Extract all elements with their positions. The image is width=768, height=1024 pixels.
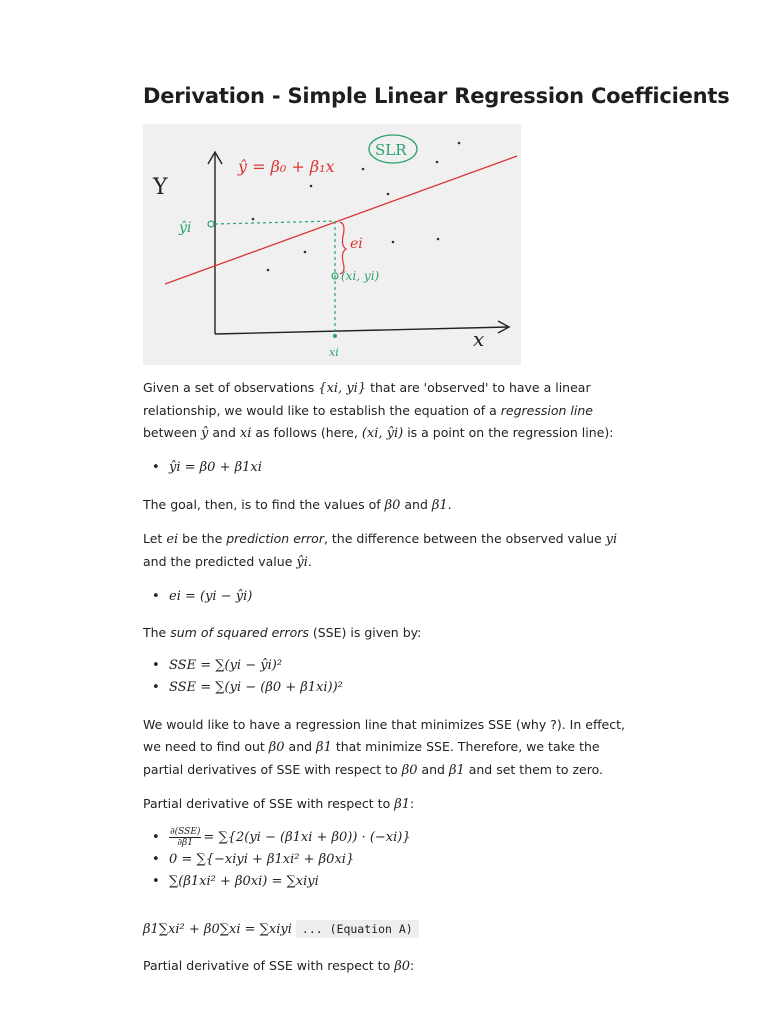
xi-point	[333, 334, 337, 338]
data-point	[252, 218, 255, 221]
slr-sketch	[143, 124, 521, 365]
equation-sse-1: • SSE = ∑(yi − ŷi)²	[143, 655, 343, 677]
derivative-fraction: • $\frac{\text{∂(SSE)}}{\partial\beta 1}$	[170, 827, 201, 848]
yi-label: ŷi	[179, 220, 192, 236]
data-point	[267, 269, 270, 272]
regression-line	[165, 156, 517, 284]
equation-yhat: • ŷi = β0 + β1xi	[143, 457, 262, 479]
equation-list-1	[143, 457, 262, 479]
data-point	[304, 251, 307, 254]
equation-partial-beta1: • $\frac{\text{∂(SSE)}}{\partial\beta 1}$ = ∑{2(yi − (β1xi + β0)) · (−xi)}	[143, 827, 411, 849]
equation-a-code: ... (Equation A)	[296, 920, 419, 938]
data-point	[387, 193, 390, 196]
equation-zero: • 0 = ∑{−xiyi + β1xi² + β0xi}	[143, 849, 411, 871]
partial-beta1-paragraph: Partial derivative of SSE with respect to β1:	[143, 796, 415, 812]
equation-list-3	[143, 655, 343, 699]
point-label: (xi, yi)	[341, 269, 380, 283]
minimize-paragraph: We would like to have a regression line that minimizes SSE (why ?). In effect, we need to find out β0 and β1 that minimize SSE. Therefore, we take the partial derivatives of SSE with respect to β0 and β1 and set them to zero.	[143, 717, 625, 778]
yi-point	[208, 221, 214, 227]
goal-paragraph: The goal, then, is to find the values of β0 and β1.	[143, 497, 452, 513]
equation-list-2	[143, 586, 252, 608]
equation-error: • ei = (yi − ŷi)	[143, 586, 252, 608]
data-point	[362, 168, 365, 171]
x-axis-line	[215, 327, 508, 334]
data-point	[437, 238, 440, 241]
data-point	[310, 185, 313, 188]
equation-list-4	[143, 827, 411, 893]
error-brace	[340, 222, 346, 274]
equation-a-line: β1∑xi² + β0∑xi = ∑xiyi ... (Equation A)	[143, 918, 643, 941]
y-axis-label: Y	[153, 175, 168, 200]
equation-sse-2: • SSE = ∑(yi − (β0 + β1xi))²	[143, 677, 343, 699]
equation-label: ŷ = β₀ + β₁x	[238, 157, 335, 176]
page-title: Derivation - Simple Linear Regression Coefficients	[143, 84, 730, 108]
error-paragraph: Let ei be the prediction error, the difference between the observed value yi and the predicted value ŷi.	[143, 531, 618, 570]
data-point	[392, 241, 395, 244]
partial-beta0-paragraph: Partial derivative of SSE with respect to β0:	[143, 958, 415, 974]
yi-guide	[215, 221, 335, 224]
sse-paragraph: The sum of squared errors (SSE) is given by:	[143, 625, 422, 640]
slr-diagram	[143, 124, 521, 365]
equation-sum: • ∑(β1xi² + β0xi) = ∑xiyi	[143, 871, 411, 893]
data-point	[436, 161, 439, 164]
slr-label: SLR	[375, 141, 407, 159]
xi-label: xi	[329, 346, 339, 359]
ei-label: ei	[350, 236, 363, 252]
data-point	[458, 142, 461, 145]
x-axis-label: x	[473, 327, 485, 351]
intro-paragraph: Given a set of observations {xi, yi} that are 'observed' to have a linear relationship, we would like to establish the equation of a regression line between ŷ and xi as follows (here, (xi, ŷi) is a point on the regression line):	[143, 380, 614, 441]
